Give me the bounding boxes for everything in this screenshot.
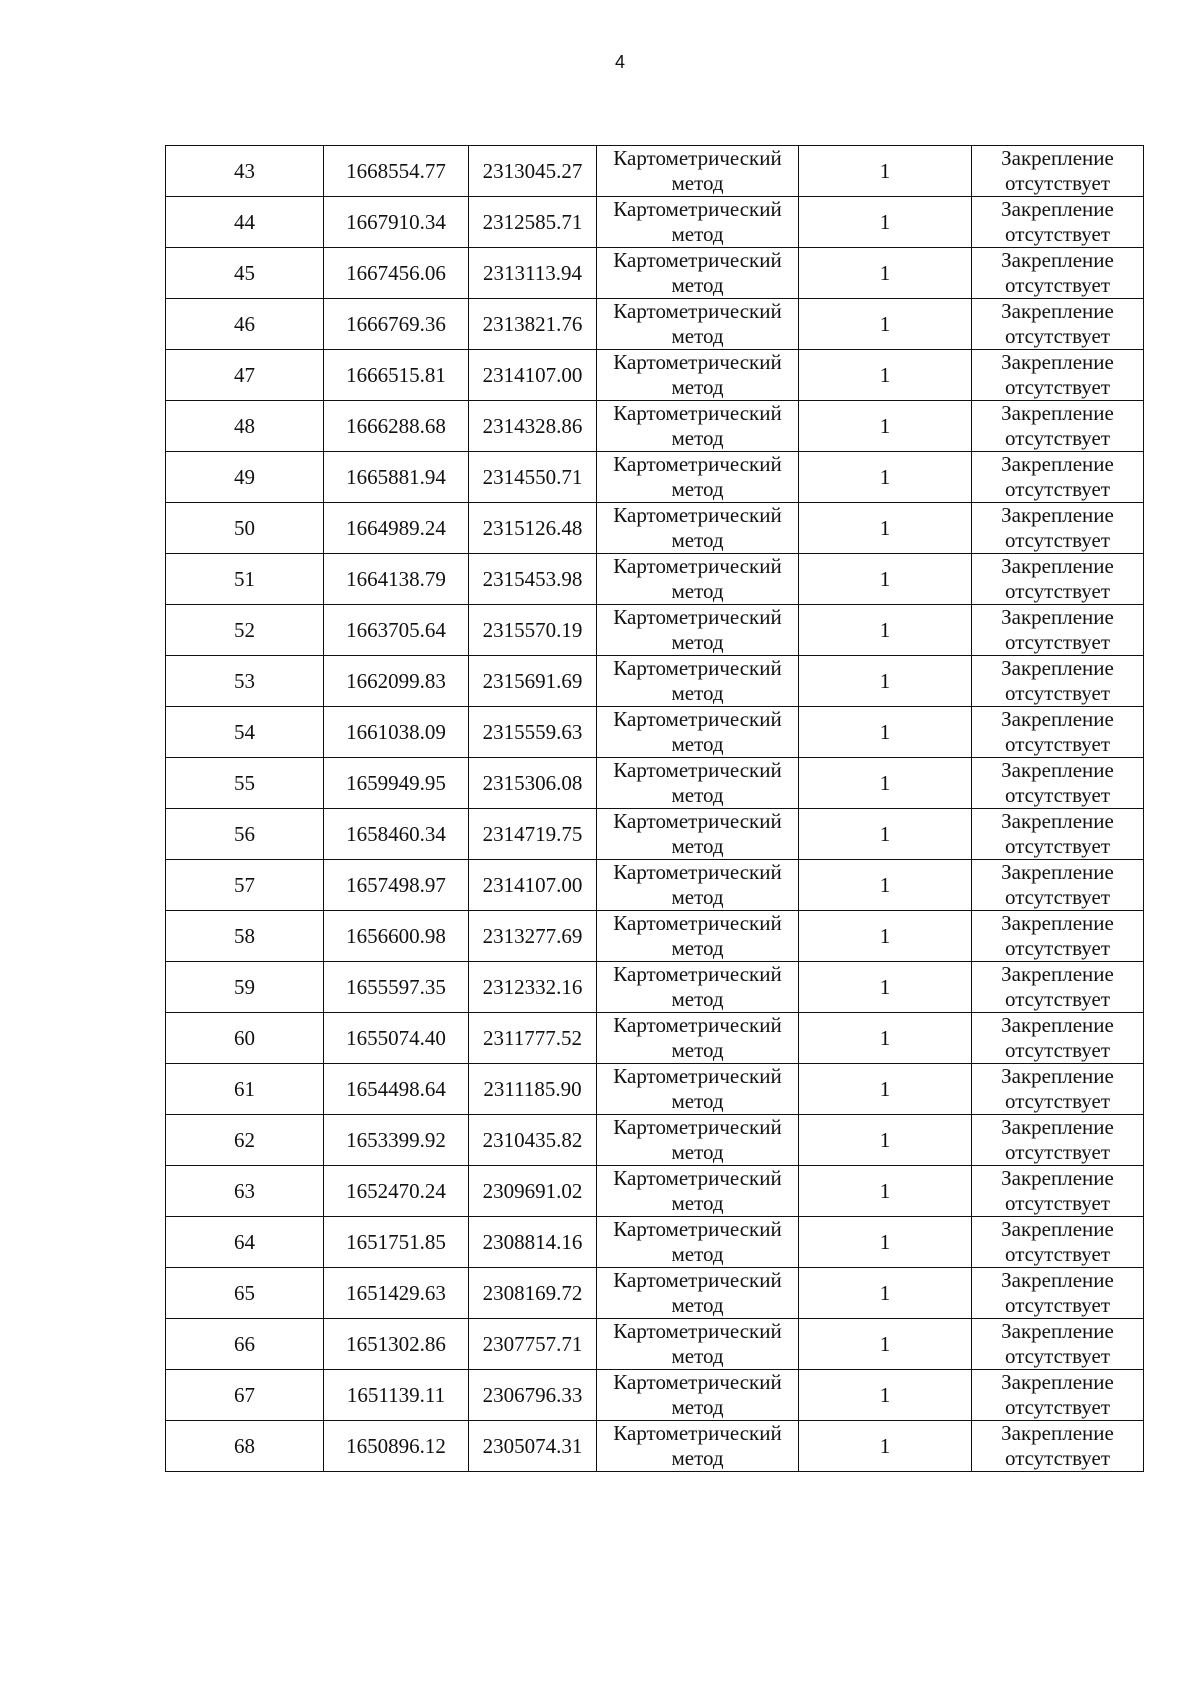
point-number-cell: 49 xyxy=(166,452,324,503)
fixation-line2: отсутствует xyxy=(1004,222,1111,246)
fixation-line1: Закрепление xyxy=(1001,962,1114,986)
method-line1: Картометрический xyxy=(613,605,782,629)
method-line1: Картометрический xyxy=(613,299,782,323)
method-cell xyxy=(597,911,799,962)
fixation-cell xyxy=(972,860,1144,911)
x-coordinate-cell: 1666515.81 xyxy=(324,350,469,401)
method-cell xyxy=(597,1370,799,1421)
fixation-cell xyxy=(972,452,1144,503)
x-coordinate-cell: 1667910.34 xyxy=(324,197,469,248)
x-coordinate-cell: 1659949.95 xyxy=(324,758,469,809)
fixation-line1: Закрепление xyxy=(1001,911,1114,935)
point-number-cell: 64 xyxy=(166,1217,324,1268)
fixation-cell xyxy=(972,707,1144,758)
fixation-line1: Закрепление xyxy=(1001,1319,1114,1343)
method-line2: метод xyxy=(671,885,724,909)
y-coordinate-cell: 2314550.71 xyxy=(469,452,597,503)
fixation-cell xyxy=(972,758,1144,809)
accuracy-cell: 1 xyxy=(799,758,972,809)
point-number-cell: 61 xyxy=(166,1064,324,1115)
x-coordinate-cell: 1668554.77 xyxy=(324,146,469,197)
method-line2: метод xyxy=(671,579,724,603)
accuracy-cell: 1 xyxy=(799,1268,972,1319)
accuracy-cell: 1 xyxy=(799,1064,972,1115)
x-coordinate-cell: 1651429.63 xyxy=(324,1268,469,1319)
method-line2: метод xyxy=(671,936,724,960)
y-coordinate-cell: 2314107.00 xyxy=(469,860,597,911)
table-row xyxy=(166,860,1144,911)
table-row xyxy=(166,809,1144,860)
fixation-cell xyxy=(972,1370,1144,1421)
fixation-line1: Закрепление xyxy=(1001,758,1114,782)
method-cell xyxy=(597,350,799,401)
method-line1: Картометрический xyxy=(613,401,782,425)
accuracy-cell: 1 xyxy=(799,350,972,401)
method-cell xyxy=(597,1064,799,1115)
fixation-line1: Закрепление xyxy=(1001,350,1114,374)
fixation-line1: Закрепление xyxy=(1001,1421,1114,1445)
y-coordinate-cell: 2307757.71 xyxy=(469,1319,597,1370)
y-coordinate-cell: 2314328.86 xyxy=(469,401,597,452)
accuracy-cell: 1 xyxy=(799,911,972,962)
fixation-line2: отсутствует xyxy=(1004,885,1111,909)
y-coordinate-cell: 2314107.00 xyxy=(469,350,597,401)
method-line2: метод xyxy=(671,1446,724,1470)
fixation-line1: Закрепление xyxy=(1001,503,1114,527)
method-line2: метод xyxy=(671,1191,724,1215)
point-number-cell: 53 xyxy=(166,656,324,707)
fixation-line1: Закрепление xyxy=(1001,452,1114,476)
table-row xyxy=(166,1421,1144,1472)
fixation-cell xyxy=(972,350,1144,401)
method-cell xyxy=(597,248,799,299)
fixation-line1: Закрепление xyxy=(1001,1166,1114,1190)
table-row xyxy=(166,248,1144,299)
fixation-line1: Закрепление xyxy=(1001,146,1114,170)
method-line1: Картометрический xyxy=(613,1217,782,1241)
method-line1: Картометрический xyxy=(613,1319,782,1343)
accuracy-cell: 1 xyxy=(799,809,972,860)
method-line2: метод xyxy=(671,477,724,501)
fixation-cell xyxy=(972,1421,1144,1472)
fixation-line1: Закрепление xyxy=(1001,809,1114,833)
table-row xyxy=(166,1319,1144,1370)
y-coordinate-cell: 2314719.75 xyxy=(469,809,597,860)
method-line2: метод xyxy=(671,1293,724,1317)
table-row xyxy=(166,1268,1144,1319)
method-line1: Картометрический xyxy=(613,146,782,170)
fixation-line1: Закрепление xyxy=(1001,554,1114,578)
method-cell xyxy=(597,605,799,656)
method-line1: Картометрический xyxy=(613,1013,782,1037)
method-cell xyxy=(597,452,799,503)
fixation-line1: Закрепление xyxy=(1001,860,1114,884)
accuracy-cell: 1 xyxy=(799,1421,972,1472)
accuracy-cell: 1 xyxy=(799,503,972,554)
table-row xyxy=(166,1064,1144,1115)
y-coordinate-cell: 2311777.52 xyxy=(469,1013,597,1064)
method-line1: Картометрический xyxy=(613,656,782,680)
method-cell xyxy=(597,1217,799,1268)
table-row xyxy=(166,299,1144,350)
method-line1: Картометрический xyxy=(613,452,782,476)
accuracy-cell: 1 xyxy=(799,1217,972,1268)
fixation-line2: отсутствует xyxy=(1004,273,1111,297)
y-coordinate-cell: 2315453.98 xyxy=(469,554,597,605)
point-number-cell: 46 xyxy=(166,299,324,350)
accuracy-cell: 1 xyxy=(799,1166,972,1217)
fixation-line1: Закрепление xyxy=(1001,299,1114,323)
fixation-cell xyxy=(972,554,1144,605)
method-cell xyxy=(597,197,799,248)
method-line1: Картометрический xyxy=(613,962,782,986)
fixation-line2: отсутствует xyxy=(1004,1446,1111,1470)
point-number-cell: 51 xyxy=(166,554,324,605)
point-number-cell: 63 xyxy=(166,1166,324,1217)
accuracy-cell: 1 xyxy=(799,248,972,299)
fixation-cell xyxy=(972,197,1144,248)
point-number-cell: 62 xyxy=(166,1115,324,1166)
y-coordinate-cell: 2308169.72 xyxy=(469,1268,597,1319)
table-row xyxy=(166,554,1144,605)
fixation-cell xyxy=(972,911,1144,962)
method-cell xyxy=(597,1268,799,1319)
y-coordinate-cell: 2311185.90 xyxy=(469,1064,597,1115)
method-line2: метод xyxy=(671,426,724,450)
fixation-line2: отсутствует xyxy=(1004,630,1111,654)
point-number-cell: 57 xyxy=(166,860,324,911)
fixation-cell xyxy=(972,1013,1144,1064)
method-cell xyxy=(597,1166,799,1217)
method-line1: Картометрический xyxy=(613,809,782,833)
x-coordinate-cell: 1651139.11 xyxy=(324,1370,469,1421)
method-cell xyxy=(597,809,799,860)
method-line2: метод xyxy=(671,834,724,858)
table-row xyxy=(166,1013,1144,1064)
fixation-line2: отсутствует xyxy=(1004,528,1111,552)
point-number-cell: 44 xyxy=(166,197,324,248)
x-coordinate-cell: 1656600.98 xyxy=(324,911,469,962)
method-line2: метод xyxy=(671,987,724,1011)
y-coordinate-cell: 2313113.94 xyxy=(469,248,597,299)
accuracy-cell: 1 xyxy=(799,1115,972,1166)
y-coordinate-cell: 2315306.08 xyxy=(469,758,597,809)
point-number-cell: 58 xyxy=(166,911,324,962)
method-line2: метод xyxy=(671,630,724,654)
point-number-cell: 55 xyxy=(166,758,324,809)
fixation-line2: отсутствует xyxy=(1004,681,1111,705)
table-row xyxy=(166,1166,1144,1217)
table-row xyxy=(166,503,1144,554)
accuracy-cell: 1 xyxy=(799,197,972,248)
x-coordinate-cell: 1657498.97 xyxy=(324,860,469,911)
method-line2: метод xyxy=(671,1344,724,1368)
accuracy-cell: 1 xyxy=(799,656,972,707)
method-line2: метод xyxy=(671,171,724,195)
fixation-line2: отсутствует xyxy=(1004,783,1111,807)
method-line1: Картометрический xyxy=(613,707,782,731)
fixation-line1: Закрепление xyxy=(1001,707,1114,731)
x-coordinate-cell: 1658460.34 xyxy=(324,809,469,860)
method-line1: Картометрический xyxy=(613,554,782,578)
x-coordinate-cell: 1662099.83 xyxy=(324,656,469,707)
y-coordinate-cell: 2306796.33 xyxy=(469,1370,597,1421)
method-cell xyxy=(597,1319,799,1370)
fixation-cell xyxy=(972,401,1144,452)
x-coordinate-cell: 1652470.24 xyxy=(324,1166,469,1217)
table-row xyxy=(166,146,1144,197)
accuracy-cell: 1 xyxy=(799,962,972,1013)
fixation-line2: отсутствует xyxy=(1004,1395,1111,1419)
fixation-line2: отсутствует xyxy=(1004,1293,1111,1317)
table-row xyxy=(166,656,1144,707)
table-row xyxy=(166,350,1144,401)
table-row xyxy=(166,401,1144,452)
fixation-line1: Закрепление xyxy=(1001,1115,1114,1139)
fixation-line1: Закрепление xyxy=(1001,401,1114,425)
method-cell xyxy=(597,656,799,707)
point-number-cell: 54 xyxy=(166,707,324,758)
method-cell xyxy=(597,1421,799,1472)
fixation-cell xyxy=(972,299,1144,350)
fixation-cell xyxy=(972,1319,1144,1370)
method-line2: метод xyxy=(671,273,724,297)
method-line2: метод xyxy=(671,375,724,399)
method-line2: метод xyxy=(671,222,724,246)
fixation-line1: Закрепление xyxy=(1001,1217,1114,1241)
accuracy-cell: 1 xyxy=(799,605,972,656)
x-coordinate-cell: 1651751.85 xyxy=(324,1217,469,1268)
method-line1: Картометрический xyxy=(613,1268,782,1292)
fixation-line1: Закрепление xyxy=(1001,656,1114,680)
x-coordinate-cell: 1661038.09 xyxy=(324,707,469,758)
x-coordinate-cell: 1666769.36 xyxy=(324,299,469,350)
fixation-line1: Закрепление xyxy=(1001,1013,1114,1037)
table-row xyxy=(166,911,1144,962)
table-row xyxy=(166,1217,1144,1268)
method-line1: Картометрический xyxy=(613,197,782,221)
point-number-cell: 43 xyxy=(166,146,324,197)
fixation-line2: отсутствует xyxy=(1004,1344,1111,1368)
method-line1: Картометрический xyxy=(613,1421,782,1445)
fixation-line2: отсутствует xyxy=(1004,834,1111,858)
fixation-cell xyxy=(972,146,1144,197)
method-line2: метод xyxy=(671,1395,724,1419)
fixation-line2: отсутствует xyxy=(1004,375,1111,399)
method-line2: метод xyxy=(671,732,724,756)
x-coordinate-cell: 1653399.92 xyxy=(324,1115,469,1166)
table-row xyxy=(166,605,1144,656)
method-cell xyxy=(597,1013,799,1064)
coordinates-table xyxy=(165,145,1144,1472)
method-cell xyxy=(597,503,799,554)
coordinates-table-body xyxy=(166,146,1144,1472)
table-row xyxy=(166,758,1144,809)
method-line1: Картометрический xyxy=(613,248,782,272)
method-line1: Картометрический xyxy=(613,758,782,782)
fixation-line2: отсутствует xyxy=(1004,426,1111,450)
y-coordinate-cell: 2313277.69 xyxy=(469,911,597,962)
point-number-cell: 60 xyxy=(166,1013,324,1064)
fixation-line1: Закрепление xyxy=(1001,248,1114,272)
fixation-cell xyxy=(972,1217,1144,1268)
y-coordinate-cell: 2312332.16 xyxy=(469,962,597,1013)
method-cell xyxy=(597,401,799,452)
method-line2: метод xyxy=(671,1140,724,1164)
x-coordinate-cell: 1664138.79 xyxy=(324,554,469,605)
accuracy-cell: 1 xyxy=(799,146,972,197)
fixation-line2: отсутствует xyxy=(1004,324,1111,348)
table-row xyxy=(166,1115,1144,1166)
x-coordinate-cell: 1651302.86 xyxy=(324,1319,469,1370)
x-coordinate-cell: 1655074.40 xyxy=(324,1013,469,1064)
fixation-cell xyxy=(972,248,1144,299)
fixation-cell xyxy=(972,809,1144,860)
y-coordinate-cell: 2315691.69 xyxy=(469,656,597,707)
method-line1: Картометрический xyxy=(613,911,782,935)
fixation-cell xyxy=(972,1166,1144,1217)
method-line2: метод xyxy=(671,1242,724,1266)
method-line1: Картометрический xyxy=(613,1064,782,1088)
fixation-cell xyxy=(972,1268,1144,1319)
method-cell xyxy=(597,146,799,197)
method-line2: метод xyxy=(671,324,724,348)
fixation-line2: отсутствует xyxy=(1004,732,1111,756)
fixation-line2: отсутствует xyxy=(1004,1140,1111,1164)
x-coordinate-cell: 1650896.12 xyxy=(324,1421,469,1472)
table-row xyxy=(166,197,1144,248)
method-line1: Картометрический xyxy=(613,503,782,527)
table-row xyxy=(166,452,1144,503)
method-cell xyxy=(597,758,799,809)
y-coordinate-cell: 2309691.02 xyxy=(469,1166,597,1217)
x-coordinate-cell: 1666288.68 xyxy=(324,401,469,452)
fixation-cell xyxy=(972,503,1144,554)
point-number-cell: 59 xyxy=(166,962,324,1013)
fixation-cell xyxy=(972,962,1144,1013)
method-line1: Картометрический xyxy=(613,1115,782,1139)
point-number-cell: 56 xyxy=(166,809,324,860)
method-cell xyxy=(597,860,799,911)
point-number-cell: 52 xyxy=(166,605,324,656)
fixation-cell xyxy=(972,1064,1144,1115)
y-coordinate-cell: 2315559.63 xyxy=(469,707,597,758)
x-coordinate-cell: 1655597.35 xyxy=(324,962,469,1013)
point-number-cell: 47 xyxy=(166,350,324,401)
fixation-line2: отсутствует xyxy=(1004,936,1111,960)
fixation-line1: Закрепление xyxy=(1001,605,1114,629)
method-line1: Картометрический xyxy=(613,350,782,374)
method-line1: Картометрический xyxy=(613,1370,782,1394)
y-coordinate-cell: 2308814.16 xyxy=(469,1217,597,1268)
x-coordinate-cell: 1663705.64 xyxy=(324,605,469,656)
fixation-line2: отсутствует xyxy=(1004,987,1111,1011)
table-row xyxy=(166,962,1144,1013)
accuracy-cell: 1 xyxy=(799,1013,972,1064)
accuracy-cell: 1 xyxy=(799,1370,972,1421)
point-number-cell: 67 xyxy=(166,1370,324,1421)
y-coordinate-cell: 2310435.82 xyxy=(469,1115,597,1166)
method-line2: метод xyxy=(671,1038,724,1062)
y-coordinate-cell: 2315570.19 xyxy=(469,605,597,656)
accuracy-cell: 1 xyxy=(799,860,972,911)
accuracy-cell: 1 xyxy=(799,707,972,758)
method-cell xyxy=(597,299,799,350)
method-line1: Картометрический xyxy=(613,1166,782,1190)
point-number-cell: 45 xyxy=(166,248,324,299)
fixation-line2: отсутствует xyxy=(1004,1089,1111,1113)
method-line1: Картометрический xyxy=(613,860,782,884)
method-line2: метод xyxy=(671,681,724,705)
y-coordinate-cell: 2312585.71 xyxy=(469,197,597,248)
method-cell xyxy=(597,1115,799,1166)
x-coordinate-cell: 1654498.64 xyxy=(324,1064,469,1115)
method-line2: метод xyxy=(671,528,724,552)
fixation-line2: отсутствует xyxy=(1004,171,1111,195)
fixation-line2: отсутствует xyxy=(1004,579,1111,603)
point-number-cell: 68 xyxy=(166,1421,324,1472)
fixation-line2: отсутствует xyxy=(1004,1191,1111,1215)
method-cell xyxy=(597,554,799,605)
x-coordinate-cell: 1664989.24 xyxy=(324,503,469,554)
fixation-cell xyxy=(972,605,1144,656)
fixation-line1: Закрепление xyxy=(1001,1268,1114,1292)
y-coordinate-cell: 2313045.27 xyxy=(469,146,597,197)
page-number: 4 xyxy=(614,52,625,72)
method-cell xyxy=(597,962,799,1013)
accuracy-cell: 1 xyxy=(799,452,972,503)
fixation-line2: отсутствует xyxy=(1004,477,1111,501)
point-number-cell: 66 xyxy=(166,1319,324,1370)
fixation-line2: отсутствует xyxy=(1004,1038,1111,1062)
method-cell xyxy=(597,707,799,758)
accuracy-cell: 1 xyxy=(799,299,972,350)
accuracy-cell: 1 xyxy=(799,554,972,605)
point-number-cell: 65 xyxy=(166,1268,324,1319)
x-coordinate-cell: 1667456.06 xyxy=(324,248,469,299)
y-coordinate-cell: 2305074.31 xyxy=(469,1421,597,1472)
fixation-line2: отсутствует xyxy=(1004,1242,1111,1266)
x-coordinate-cell: 1665881.94 xyxy=(324,452,469,503)
table-row xyxy=(166,1370,1144,1421)
y-coordinate-cell: 2315126.48 xyxy=(469,503,597,554)
method-line2: метод xyxy=(671,783,724,807)
point-number-cell: 50 xyxy=(166,503,324,554)
fixation-cell xyxy=(972,1115,1144,1166)
accuracy-cell: 1 xyxy=(799,401,972,452)
y-coordinate-cell: 2313821.76 xyxy=(469,299,597,350)
fixation-cell xyxy=(972,656,1144,707)
fixation-line1: Закрепление xyxy=(1001,1370,1114,1394)
fixation-line1: Закрепление xyxy=(1001,1064,1114,1088)
fixation-line1: Закрепление xyxy=(1001,197,1114,221)
method-line2: метод xyxy=(671,1089,724,1113)
table-row xyxy=(166,707,1144,758)
accuracy-cell: 1 xyxy=(799,1319,972,1370)
point-number-cell: 48 xyxy=(166,401,324,452)
